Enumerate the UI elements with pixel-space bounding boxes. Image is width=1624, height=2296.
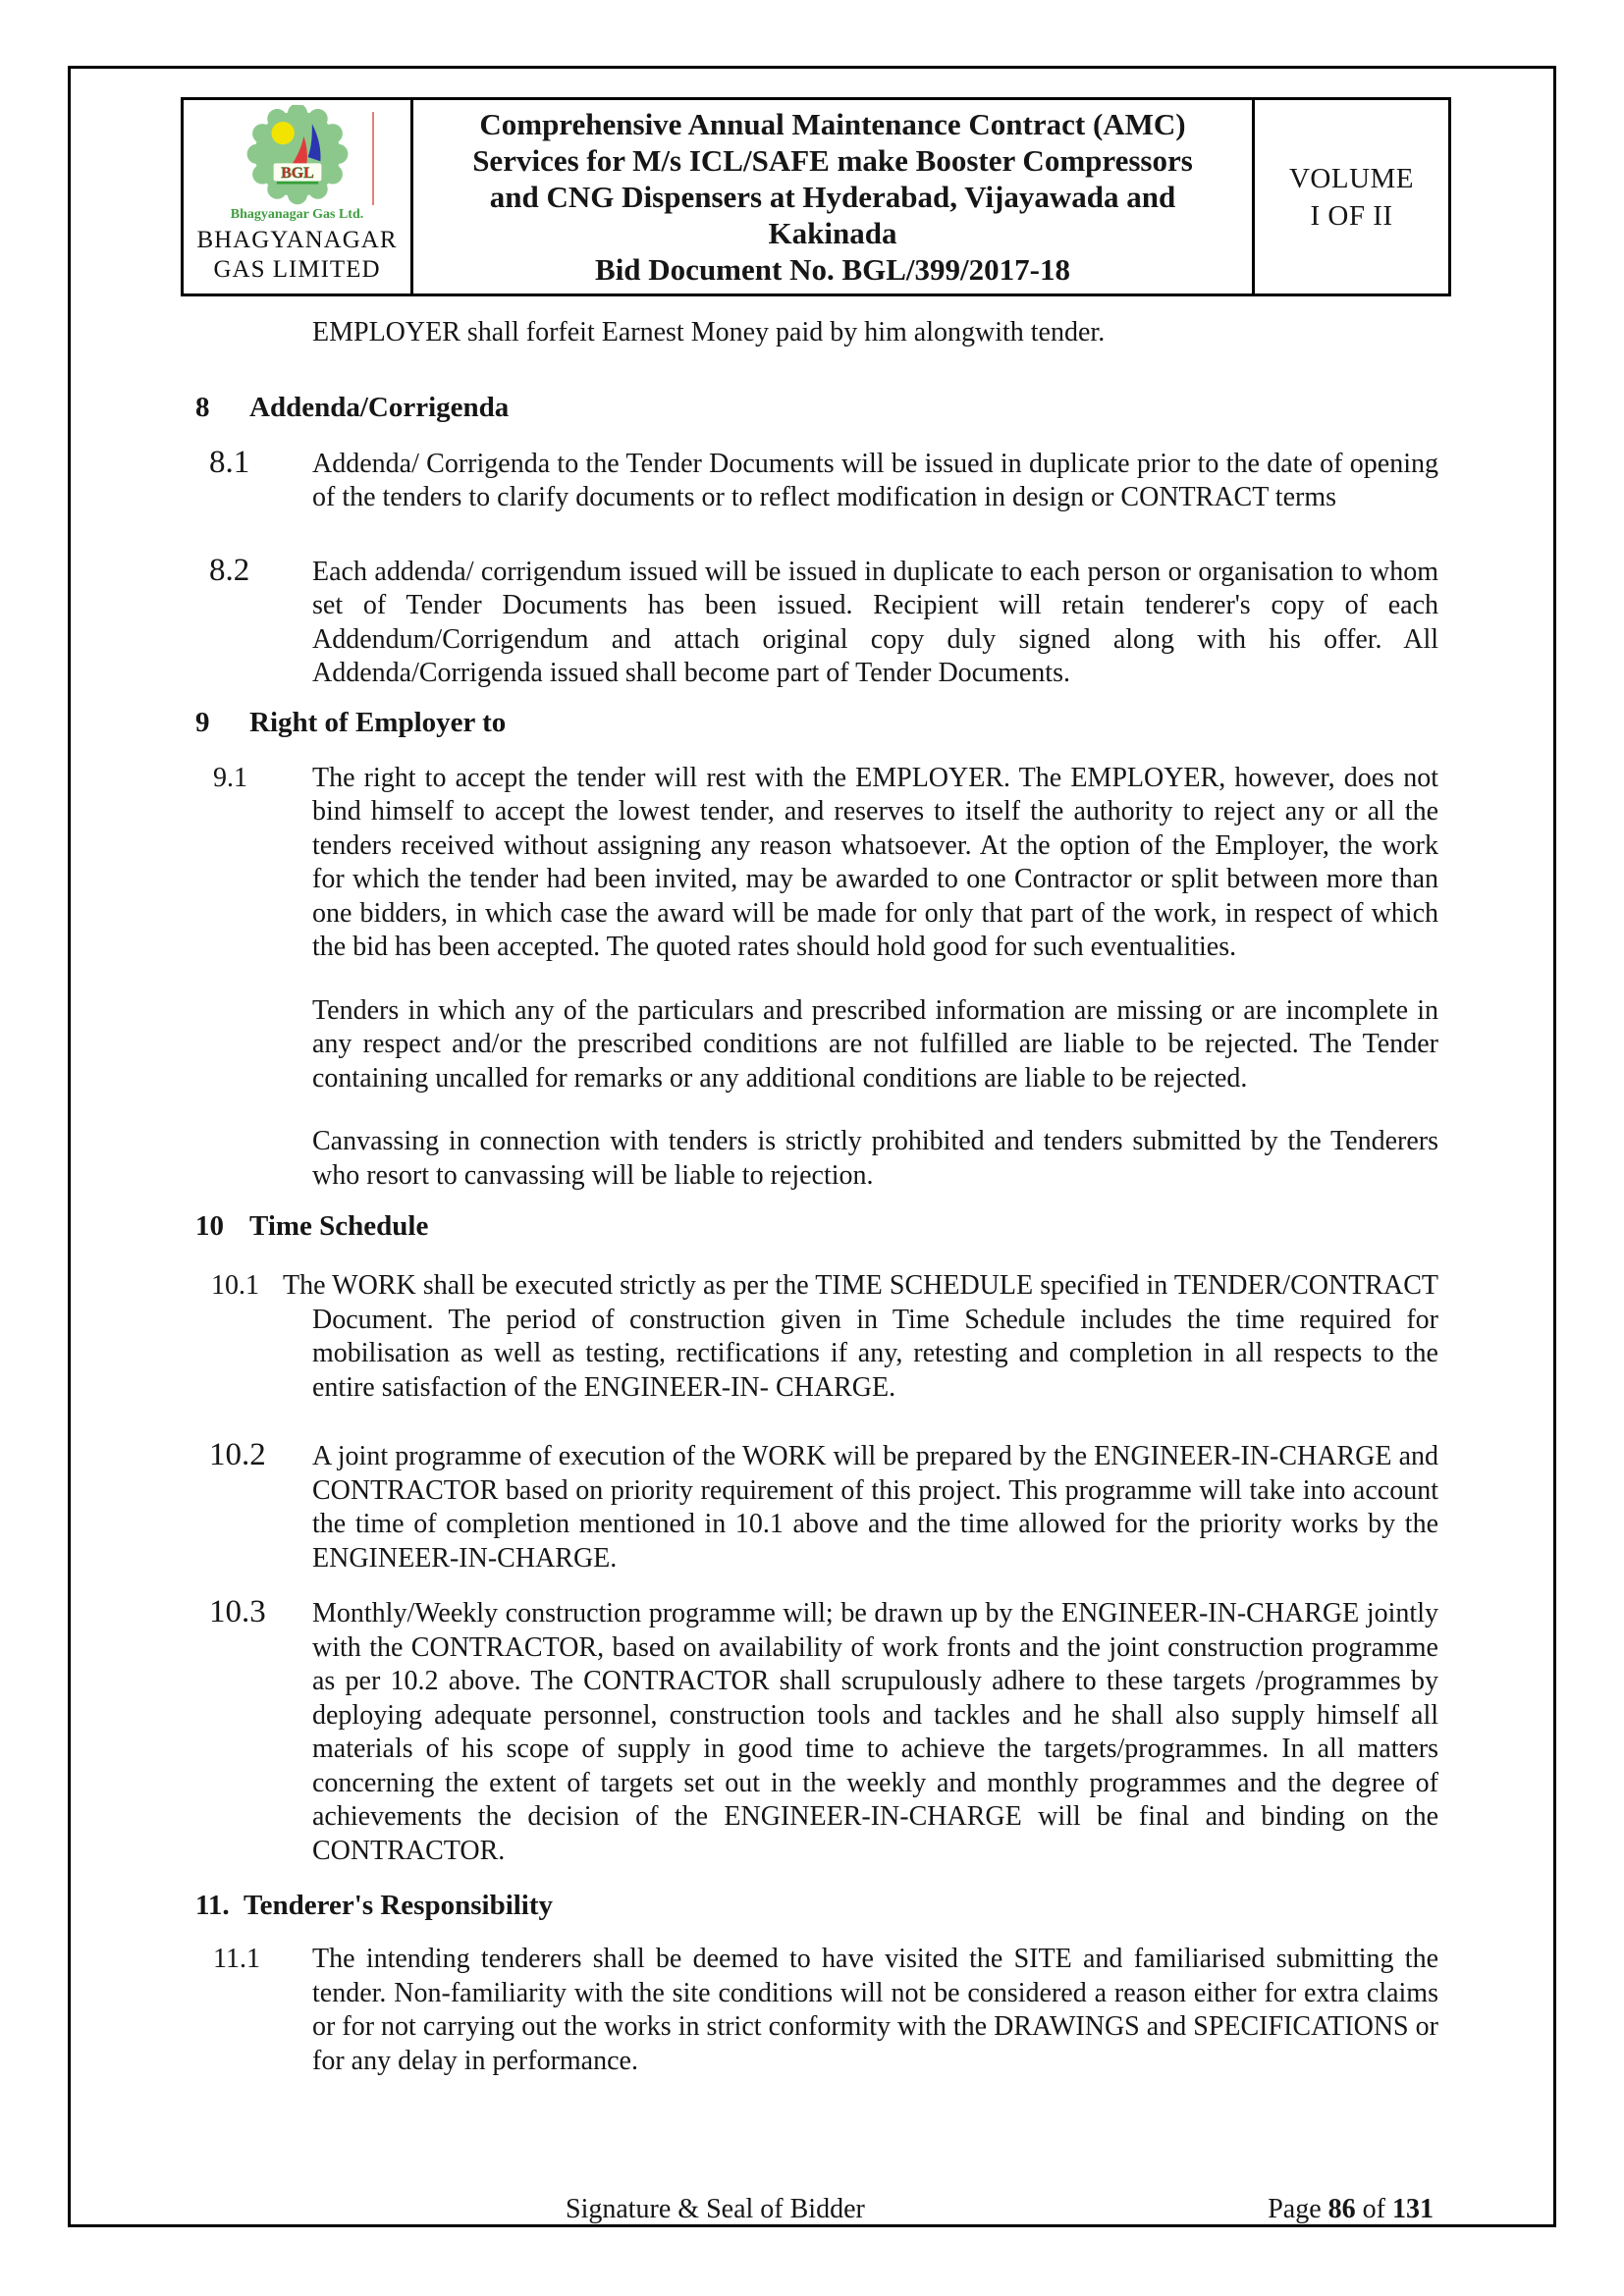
clause-11-1 — [195, 1943, 1438, 2078]
section-8-title: Addenda/Corrigenda — [249, 391, 510, 423]
clause-9-1 — [195, 762, 1438, 1194]
bid-document-number: Bid Document No. BGL/399/2017-18 — [595, 252, 1070, 287]
clause-8-2 — [195, 552, 1438, 691]
company-name-line1: BHAGYANAGAR — [196, 227, 398, 253]
company-name — [196, 226, 397, 285]
logo-acronym-text: BGL — [280, 165, 314, 183]
title-line: Kakinada — [768, 216, 897, 250]
title-line: Services for M/s ICL/SAFE make Booster Compressors — [472, 143, 1193, 178]
document-body — [195, 316, 1438, 2078]
clause-10-2-number: 10.2 — [209, 1437, 266, 1472]
section-10-title: Time Schedule — [249, 1210, 429, 1242]
clause-8-2-number: 8.2 — [209, 552, 250, 588]
page-number — [1268, 2194, 1434, 2225]
clause-8-1-number: 8.1 — [209, 444, 250, 480]
page-word: Page — [1268, 2194, 1328, 2224]
section-11-heading — [195, 1888, 1438, 1923]
clause-10-1-text: The WORK shall be executed strictly as per the TIME SCHEDULE specified in TENDER/CONTRACT Document. The period of construction given in Time Schedule includes the time required for mobilisation as well as testing, rectifications if any, retesting and completion in all respects to the entire satisfaction of the ENGINEER-IN- CHARGE. — [283, 1270, 1438, 1403]
clause-9-1-paragraph-3: Canvassing in connection with tenders is strictly prohibited and tenders submitted by the Tenderers who resort to canvassing will be liable to rejection. — [312, 1126, 1438, 1191]
document-title-cell — [413, 100, 1255, 294]
section-11-number: 11. — [195, 1890, 230, 1921]
section-9-number: 9 — [195, 706, 210, 738]
title-line: and CNG Dispensers at Hyderabad, Vijayawada and — [489, 180, 1176, 214]
clause-8-2-text: Each addenda/ corrigendum issued will be issued in duplicate to each person or organisation to whom set of Tender Documents has been issued. Recipient will retain tenderer's copy of each Addendum/Corrigendum and attach original copy duly signed along with his offer. All Addenda/Corrigenda issued shall become part of Tender Documents. — [312, 556, 1438, 688]
sun-shape — [271, 122, 294, 144]
clause-10-3-text: Monthly/Weekly construction programme will; be drawn up by the ENGINEER-IN-CHARGE jointly with the CONTRACTOR, based on availability of work fronts and the joint construction programme as per 10.2 above. The CONTRACTOR shall scrupulously adhere to these targets /programmes by deploying adequate personnel, construction tools and tackles and he shall also supply himself all materials of his scope of supply in good time to achieve the targets/programmes. In all matters concerning the extent of targets set out in the weekly and monthly programmes and the degree of achievements the decision of the ENGINEER-IN-CHARGE will be final and binding on the CONTRACTOR. — [312, 1598, 1438, 1866]
company-name-line2: GAS LIMITED — [213, 256, 381, 283]
clause-9-1-paragraph-1: The right to accept the tender will rest with the EMPLOYER. The EMPLOYER, however, does not bind himself to accept the lowest tender, and reserves to itself the authority to reject any or all the tenders received without assigning any reason whatsoever. At the option of the Employer, the work for which the tender had been invited, may be awarded to one Contractor or split between more than one bidders, in which case the award will be made for only that part of the work, in respect of which the bid has been accepted. The quoted rates should hold good for such eventualities. — [312, 762, 1438, 962]
clause-9-1-number: 9.1 — [213, 762, 247, 793]
clause-10-3-number: 10.3 — [209, 1594, 266, 1629]
volume-cell — [1255, 100, 1448, 294]
volume-label-line2: I OF II — [1310, 199, 1393, 232]
section-8-number: 8 — [195, 391, 210, 423]
clause-9-1-paragraph-2: Tenders in which any of the particulars and prescribed information are missing or are incomplete in any respect and/or the prescribed conditions are not fulfilled are liable to be rejected. The Tender containing uncalled for remarks or any additional conditions are liable to be rejected. — [312, 994, 1438, 1094]
page-current: 86 — [1327, 2194, 1356, 2224]
bgl-logo-icon — [243, 105, 352, 209]
clause-10-1-number: 10.1 — [211, 1270, 259, 1301]
scan-artifact-line — [372, 112, 374, 205]
section-11-title: Tenderer's Responsibility — [244, 1890, 554, 1921]
document-header-table — [181, 97, 1451, 296]
clause-11-1-text: The intending tenderers shall be deemed to have visited the SITE and familiarised submitting the tender. Non-familiarity with the site conditions will not be considered a reason either for extra claims or for not carrying out the works in strict conformity with the DRAWINGS and SPECIFICATIONS or for any delay in performance. — [312, 1944, 1438, 2076]
intro-paragraph: EMPLOYER shall forfeit Earnest Money paid by him alongwith tender. — [312, 317, 1106, 347]
clause-8-1-text: Addenda/ Corrigenda to the Tender Documents will be issued in duplicate prior to the date of opening of the tenders to clarify documents or to reflect modification in design or CONTRACT terms — [312, 448, 1438, 512]
clause-10-1 — [195, 1269, 1438, 1405]
clause-10-2 — [195, 1437, 1438, 1575]
logo-caption: Bhagyanagar Gas Ltd. — [230, 207, 364, 222]
page-footer — [566, 2194, 1434, 2225]
clause-8-1 — [195, 444, 1438, 515]
section-8-heading — [195, 390, 1438, 425]
logo-cell — [184, 100, 413, 294]
signature-seal-label: Signature & Seal of Bidder — [566, 2194, 865, 2224]
section-10-number: 10 — [195, 1210, 224, 1242]
section-10-heading — [195, 1208, 1438, 1244]
section-9-title: Right of Employer to — [249, 706, 507, 738]
section-9-heading — [195, 705, 1438, 740]
page-total: 131 — [1392, 2194, 1434, 2224]
of-word: of — [1355, 2194, 1392, 2224]
volume-label-line1: VOLUME — [1288, 162, 1415, 194]
clause-11-1-number: 11.1 — [213, 1944, 260, 1974]
title-line: Comprehensive Annual Maintenance Contract (AMC) — [479, 107, 1186, 141]
clause-10-3 — [195, 1594, 1438, 1868]
clause-10-2-text: A joint programme of execution of the WORK will be prepared by the ENGINEER-IN-CHARGE and CONTRACTOR based on priority requirement of this project. This programme will take into account the time of completion mentioned in 10.1 above and the time allowed for the priority works by the ENGINEER-IN-CHARGE. — [312, 1441, 1438, 1574]
